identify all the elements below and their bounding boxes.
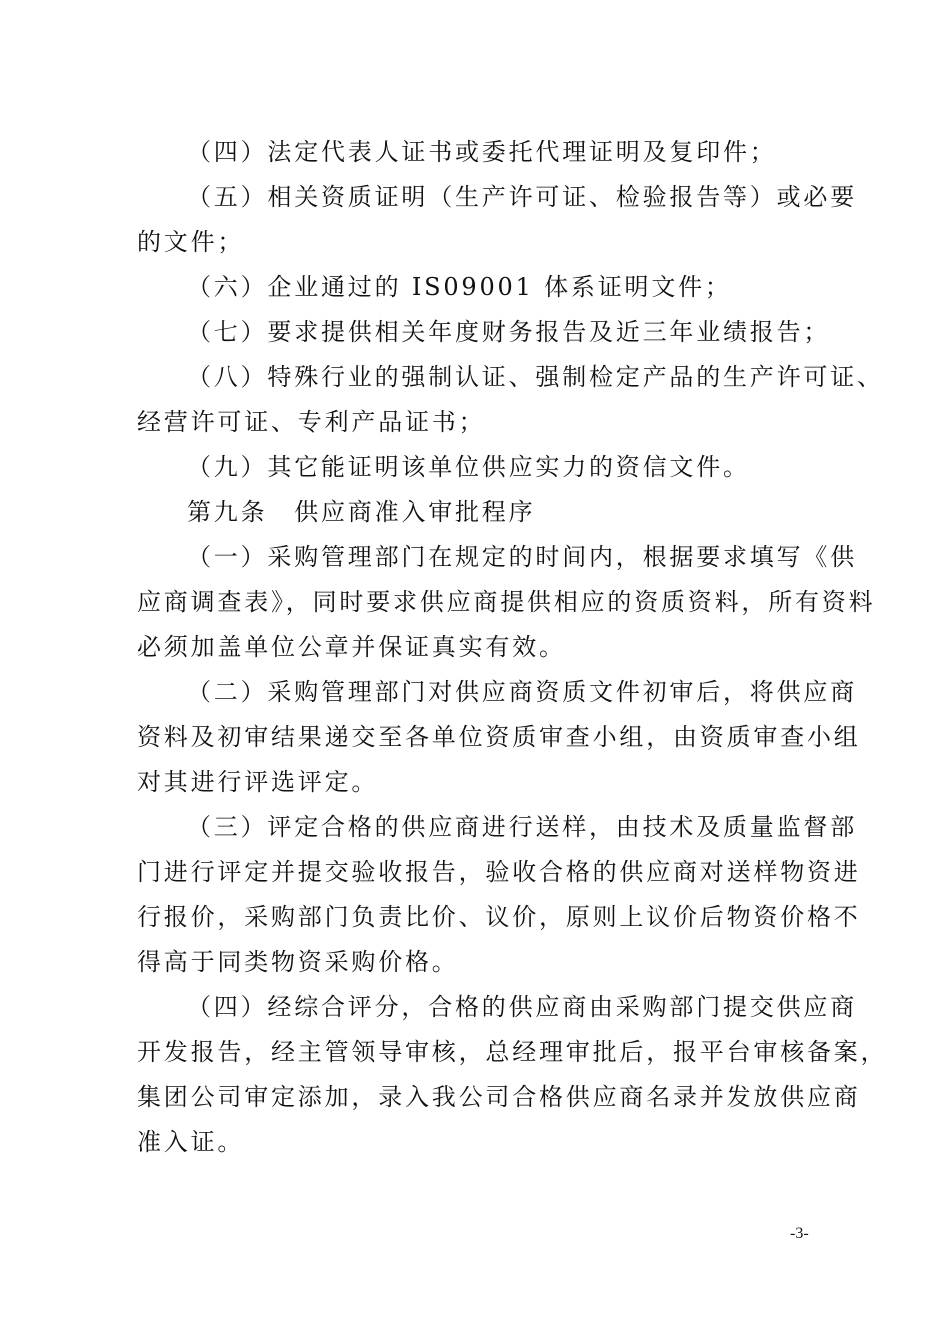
paragraph-line-17: 门进行评定并提交验收报告，验收合格的供应商对送样物资进 [137,858,861,886]
page-number: -3- [790,1225,809,1242]
paragraph-line-19: 得高于同类物资采购价格。 [137,948,459,976]
paragraph-line-18: 行报价，采购部门负责比价、议价，原则上议价后物资价格不 [137,903,861,931]
paragraph-line-3: 的文件； [137,228,245,256]
paragraph-line-10: （一）采购管理部门在规定的时间内，根据要求填写《供 [187,543,857,571]
paragraph-line-22: 集团公司审定添加，录入我公司合格供应商名录并发放供应商 [137,1083,861,1111]
paragraph-line-23: 准入证。 [137,1128,245,1156]
paragraph-line-21: 开发报告，经主管领导审核，总经理审批后，报平台审核备案， [137,1038,888,1066]
paragraph-line-1: （四）法定代表人证书或委托代理证明及复印件； [187,138,777,166]
paragraph-line-11: 应商调查表》，同时要求供应商提供相应的资质资料，所有资料 [137,588,876,616]
paragraph-line-7: 经营许可证、专利产品证书； [137,408,486,436]
paragraph-line-14: 资料及初审结果递交至各单位资质审查小组，由资质审查小组 [137,723,861,751]
paragraph-line-12: 必须加盖单位公章并保证真实有效。 [137,633,566,661]
paragraph-line-13: （二）采购管理部门对供应商资质文件初审后，将供应商 [187,678,857,706]
paragraph-line-5: （七）要求提供相关年度财务报告及近三年业绩报告； [187,318,831,346]
paragraph-line-15: 对其进行评选评定。 [137,768,379,796]
paragraph-line-4: （六）企业通过的 IS09001 体系证明文件； [187,273,732,301]
paragraph-line-16: （三）评定合格的供应商进行送样，由技术及质量监督部 [187,813,857,841]
paragraph-line-20: （四）经综合评分，合格的供应商由采购部门提交供应商 [187,993,857,1021]
paragraph-line-2: （五）相关资质证明（生产许可证、检验报告等）或必要 [187,183,857,211]
article-heading: 第九条 供应商准入审批程序 [187,498,536,526]
paragraph-line-8: （九）其它能证明该单位供应实力的资信文件。 [187,453,750,481]
paragraph-line-6: （八）特殊行业的强制认证、强制检定产品的生产许可证、 [187,363,884,391]
